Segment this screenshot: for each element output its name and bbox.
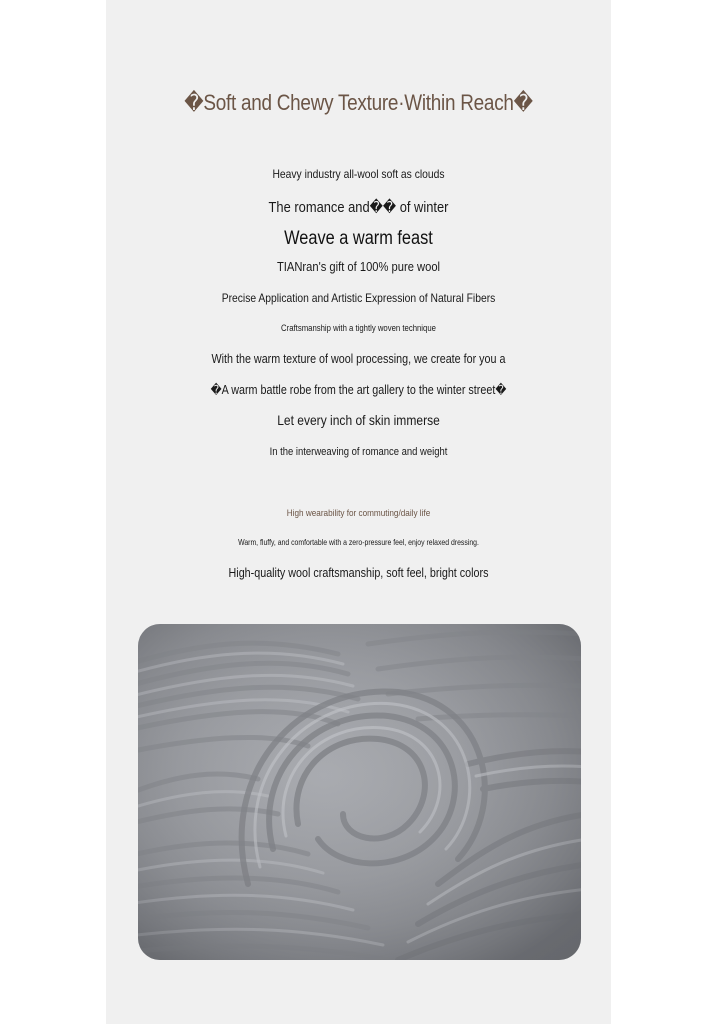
headline: �Soft and Chewy Texture·Within Reach� <box>184 90 533 115</box>
feature-title: High wearability for commuting/daily life <box>286 508 431 519</box>
copy-line-9: Let every inch of skin immerse <box>277 412 440 428</box>
copy-line-1: Heavy industry all-wool soft as clouds <box>272 167 445 181</box>
wool-fabric-image <box>138 624 581 960</box>
copy-line-5: Precise Application and Artistic Expression of Natural Fibers <box>221 291 496 305</box>
copy-line-6: Craftsmanship with a tightly woven technique <box>281 323 436 333</box>
copy-line-4: TIANran's gift of 100% pure wool <box>276 259 441 274</box>
copy-line-2: The romance and�� of winter <box>268 199 449 216</box>
copy-line-8: �A warm battle robe from the art gallery to the winter street� <box>210 383 507 397</box>
feature-tagline: High-quality wool craftsmanship, soft feel, bright colors <box>228 566 489 580</box>
knit-texture-graphic <box>138 624 581 960</box>
copy-line-10: In the interweaving of romance and weight <box>269 446 448 458</box>
feature-description: Warm, fluffy, and comfortable with a zero-pressure feel, enjoy relaxed dressing. <box>238 538 479 547</box>
copy-line-3: Weave a warm feast <box>284 228 433 249</box>
copy-line-7: With the warm texture of wool processing, we create for you a <box>211 352 506 366</box>
